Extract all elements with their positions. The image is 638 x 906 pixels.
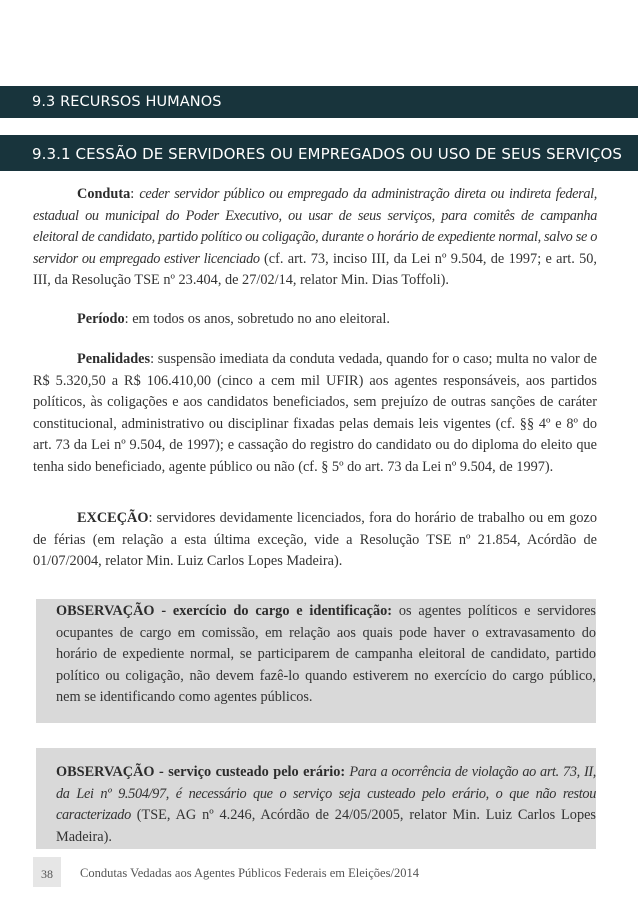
section-header-bar [0,86,638,118]
page-footer [0,857,638,887]
observacao2-label: OBSERVAÇÃO - serviço custeado pelo erário: [56,764,346,780]
periodo-paragraph [33,309,597,331]
conduta-paragraph [33,184,597,292]
excecao-text: : servidores devidamente licenciados, fora do horário de trabalho ou em gozo de férias (em relação a esta última exceção, vide a Resolução TSE nº 21.854, Acórdão de 01/07/2004, relator Min. Luiz Carlos Lopes Madeira). [33,510,597,569]
observacao-box-erario [36,748,596,849]
periodo-label: Período [77,311,125,327]
conduta-label: Conduta [77,186,131,202]
excecao-label: EXCEÇÃO [77,510,149,526]
observacao-box-cargo [36,599,596,723]
subsection-title: 9.3.1 CESSÃO DE SERVIDORES OU EMPREGADOS OU USO DE SEUS SERVIÇOS [32,145,623,163]
section-title: 9.3 RECURSOS HUMANOS [32,94,222,110]
subsection-header-bar [0,135,638,171]
periodo-text: : em todos os anos, sobretudo no ano eleitoral. [124,311,390,327]
conduta-separator: : [130,186,140,202]
observacao1-text: os agentes políticos e servidores ocupantes de cargo em comissão, em relação aos quais pode haver o extravasamento do horário de expediente normal, se participarem de campanha eleitoral de candidato, partido político ou coligação, não devem fazê-lo quando estiverem no exercício do cargo público, nem se identificando como agentes públicos. [56,603,596,705]
excecao-paragraph [33,508,597,573]
observacao2-citation: (TSE, AG nº 4.246, Acórdão de 24/05/2005, relator Min. Luiz Carlos Lopes Madeira). [56,807,596,845]
penalidades-text: : suspensão imediata da conduta vedada, quando for o caso; multa no valor de R$ 5.320,50 a R$ 106.410,00 (cinco a cem mil UFIR) aos agentes responsáveis, aos partidos políticos, às coligações e aos candidatos beneficiados, sem prejuízo de outras sanções de caráter constitucional, administrativo ou disciplinar fixadas pelas demais leis vigentes (cf. §§ 4º e 8º do art. 73 da Lei nº 9.504, de 1997); e cassação do registro do candidato ou do diploma do eleito que tenha sido beneficiado, agente público ou não (cf. § 5º do art. 73 da Lei nº 9.504, de 1997). [33,351,597,475]
observacao2-italic-text: Para a ocorrência de violação ao art. 73, II, da Lei nº 9.504/97, é necessário que o serviço seja custeado pelo erário, o que não restou caracterizado [56,764,596,823]
page-number: 38 [33,857,61,887]
penalidades-paragraph [33,349,597,478]
footer-title: Condutas Vedadas aos Agentes Públicos Federais em Eleições/2014 [80,866,419,880]
conduta-italic-text: ceder servidor público ou empregado da administração direta ou indireta federal, estadual ou municipal do Poder Executivo, ou usar de seus serviços, para comitês de campanha eleitoral de candidato, partido político ou coligação, durante o horário de expediente normal, salvo se o servidor ou empregado estiver licenciado [33,186,598,267]
observacao1-label: OBSERVAÇÃO - exercício do cargo e identificação: [56,603,393,619]
conduta-citation: (cf. art. 73, inciso III, da Lei nº 9.504, de 1997; e art. 50, III, da Resolução TSE nº 23.404, de 27/02/14, relator Min. Dias Toffoli). [33,250,598,288]
penalidades-label: Penalidades [77,351,151,367]
